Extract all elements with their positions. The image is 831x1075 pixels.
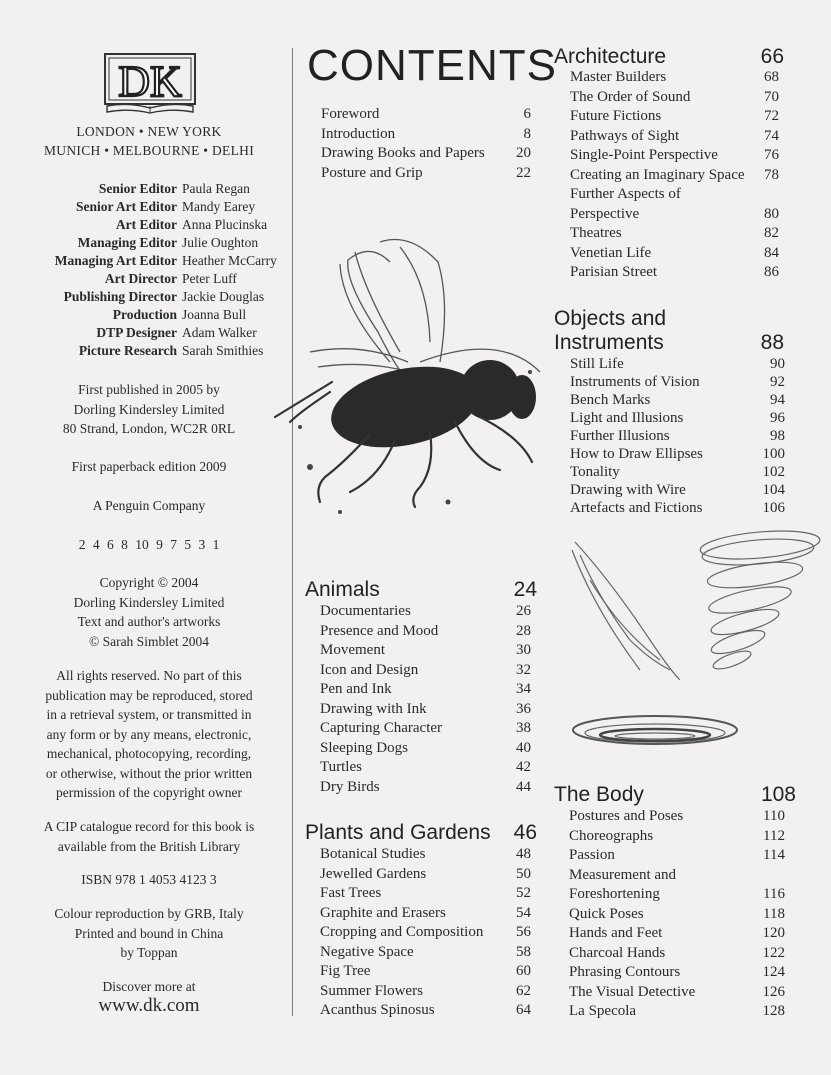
toc-entry-page: 98 xyxy=(770,428,785,444)
dk-logo xyxy=(103,52,197,114)
toc-entry-page: 106 xyxy=(762,500,785,516)
credit-role: Managing Art Editor xyxy=(54,253,177,268)
toc-entry[interactable] xyxy=(320,719,531,739)
toc-entry-label: Negative Space xyxy=(320,943,414,960)
toc-entry-label: Creating an Imaginary Space xyxy=(570,166,745,183)
toc-entry-label: The Order of Sound xyxy=(570,88,691,105)
intro-list xyxy=(321,105,531,183)
toc-entry[interactable] xyxy=(320,739,531,759)
toc-entry-label: Passion xyxy=(569,847,615,863)
credit-name: Mandy Earey xyxy=(182,199,256,214)
credit-name: Sarah Smithies xyxy=(182,343,264,358)
toc-entry-page: 80 xyxy=(764,205,779,222)
toc-entry[interactable] xyxy=(570,391,785,409)
toc-entry-label: Further Aspects of xyxy=(570,186,681,202)
toc-entry-label: Drawing with Ink xyxy=(320,700,427,717)
section-page: 66 xyxy=(760,45,784,68)
toc-entry[interactable] xyxy=(570,427,785,445)
toc-entry[interactable] xyxy=(320,865,531,885)
toc-entry[interactable] xyxy=(570,355,785,373)
toc-entry-page: 48 xyxy=(516,846,531,862)
toc-entry[interactable] xyxy=(320,923,531,943)
toc-entry[interactable] xyxy=(570,166,779,186)
toc-entry[interactable] xyxy=(320,641,531,661)
toc-entry-page: 44 xyxy=(516,778,531,795)
toc-entry-label: The Visual Detective xyxy=(569,983,696,1000)
toc-entry-page: 116 xyxy=(763,886,785,902)
toc-entry[interactable] xyxy=(320,884,531,904)
toc-entry-label: Bench Marks xyxy=(570,392,651,408)
credit-row xyxy=(20,252,278,270)
credit-row xyxy=(20,180,278,198)
credit-name: Jackie Douglas xyxy=(182,289,265,304)
toc-entry[interactable] xyxy=(569,846,785,866)
toc-entry-page: 72 xyxy=(764,108,779,124)
toc-entry-label: Measurement and xyxy=(569,866,677,883)
toc-entry-page: 120 xyxy=(762,925,785,941)
toc-entry-label: Quick Poses xyxy=(569,905,644,922)
cip-record: A CIP catalogue record for this book is available from the British Library xyxy=(43,819,255,854)
rights-notice: All rights reserved. No part of this publication may be reproduced, stored in a retrieval system, or transmitted in any form or by any means, electronic, mechanical, photocopying, recording, or otherwise, without the prior written permission of the copyright owner xyxy=(45,668,253,800)
toc-entry[interactable] xyxy=(320,982,531,1002)
credit-name: Heather McCarry xyxy=(182,253,277,268)
toc-entry-label: Perspective xyxy=(570,205,640,222)
section-page: 88 xyxy=(760,331,784,354)
section-page: 46 xyxy=(513,821,537,844)
section-animals xyxy=(305,578,537,602)
toc-entry-label: Introduction xyxy=(321,125,396,142)
toc-entry-label: Foreword xyxy=(321,106,380,122)
toc-entry-page: 84 xyxy=(764,244,779,261)
toc-entry[interactable] xyxy=(321,125,531,145)
credit-name: Anna Plucinska xyxy=(182,217,268,232)
toc-entry-label: Posture and Grip xyxy=(321,164,423,181)
toc-entry-label: Graphite and Erasers xyxy=(320,904,446,921)
toc-entry[interactable] xyxy=(320,758,531,778)
toc-entry[interactable] xyxy=(570,205,779,225)
toc-entry-label: Foreshortening xyxy=(569,886,660,902)
credit-name: Joanna Bull xyxy=(182,307,247,322)
dk-logo-text: DK xyxy=(118,57,182,106)
toc-entry-label: Pen and Ink xyxy=(320,681,392,697)
toc-entry[interactable] xyxy=(321,144,531,164)
architecture-list xyxy=(570,68,779,283)
paperback-edition: First paperback edition 2009 xyxy=(71,459,227,474)
toc-entry-label: How to Draw Ellipses xyxy=(570,446,703,462)
toc-entry[interactable] xyxy=(570,88,779,108)
objects-list xyxy=(570,355,785,517)
toc-entry-label: Artefacts and Fictions xyxy=(570,500,703,516)
credit-role: Senior Editor xyxy=(98,181,177,196)
toc-entry-label: Future Fictions xyxy=(570,108,662,124)
penguin-company: A Penguin Company xyxy=(92,498,206,513)
print-line: 2 4 6 8 10 9 7 5 3 1 xyxy=(78,537,220,552)
toc-entry[interactable] xyxy=(570,224,779,244)
printing-info: Colour reproduction by GRB, Italy Printed and bound in China by Toppan xyxy=(54,906,244,960)
credit-role: Art Editor xyxy=(115,217,177,232)
column-divider xyxy=(292,48,293,1016)
toc-entry-page: 94 xyxy=(770,392,785,408)
toc-entry-page: 50 xyxy=(516,865,531,882)
credit-role: DTP Designer xyxy=(96,325,177,340)
section-page: 108 xyxy=(760,783,796,806)
toc-entry[interactable] xyxy=(570,127,779,147)
toc-entry-label: Parisian Street xyxy=(570,264,658,280)
toc-entry-label: Tonality xyxy=(570,464,620,480)
toc-entry-label: Light and Illusions xyxy=(570,410,684,426)
toc-entry-page: 54 xyxy=(516,904,531,921)
section-title-line1: Objects and xyxy=(554,307,667,330)
toc-entry-label: Instruments of Vision xyxy=(570,374,700,390)
toc-entry[interactable] xyxy=(570,409,785,427)
toc-entry-page: 36 xyxy=(516,700,531,717)
toc-entry-label: Venetian Life xyxy=(570,244,652,261)
toc-entry[interactable] xyxy=(570,499,785,517)
toc-entry[interactable] xyxy=(320,602,531,622)
toc-entry-page: 64 xyxy=(516,1002,531,1018)
toc-entry-label: Charcoal Hands xyxy=(569,944,666,961)
toc-entry-label: Turtles xyxy=(320,759,362,775)
toc-entry-label: Hands and Feet xyxy=(569,925,663,941)
credit-name: Paula Regan xyxy=(182,181,250,196)
toc-entry[interactable] xyxy=(320,943,531,963)
toc-entry[interactable] xyxy=(570,146,779,166)
toc-entry-page: 58 xyxy=(516,943,531,960)
toc-entry[interactable] xyxy=(570,373,785,391)
toc-entry-page: 78 xyxy=(764,166,779,183)
toc-entry-page: 110 xyxy=(763,808,785,824)
toc-entry-label: Pathways of Sight xyxy=(570,127,680,144)
toc-entry-label: Master Builders xyxy=(570,69,667,85)
toc-entry[interactable] xyxy=(320,845,531,865)
website-link[interactable]: www.dk.com xyxy=(98,995,200,1016)
credit-row xyxy=(20,234,278,252)
toc-entry-label: Still Life xyxy=(570,356,624,372)
toc-entry[interactable] xyxy=(569,983,785,1003)
toc-entry-page: 114 xyxy=(763,847,785,863)
bee-illustration xyxy=(270,222,560,527)
credit-row xyxy=(20,270,278,288)
animals-list xyxy=(320,602,531,797)
toc-entry[interactable] xyxy=(569,1002,785,1022)
toc-entry[interactable] xyxy=(320,622,531,642)
credit-role: Production xyxy=(112,307,177,322)
toc-entry[interactable] xyxy=(320,1001,531,1021)
toc-entry-page: 100 xyxy=(762,446,785,462)
toc-entry[interactable] xyxy=(321,105,531,125)
toc-entry[interactable] xyxy=(570,244,779,264)
credit-name: Peter Luff xyxy=(182,271,237,286)
credit-name: Julie Oughton xyxy=(182,235,259,250)
toc-entry[interactable] xyxy=(320,680,531,700)
credit-row xyxy=(20,324,278,342)
toc-entry-label: Documentaries xyxy=(320,603,411,619)
toc-entry-label: Single-Point Perspective xyxy=(570,147,718,163)
toc-entry[interactable] xyxy=(320,962,531,982)
toc-entry-label: Fast Trees xyxy=(320,885,382,901)
plants-list xyxy=(320,845,531,1021)
credit-row xyxy=(20,288,278,306)
toc-entry[interactable] xyxy=(570,68,779,88)
toc-entry-page: 56 xyxy=(516,924,531,940)
credit-role: Art Director xyxy=(104,271,177,286)
toc-entry[interactable] xyxy=(569,944,785,964)
toc-entry-label: Capturing Character xyxy=(320,720,443,736)
toc-entry[interactable] xyxy=(570,445,785,463)
toc-entry-page: 118 xyxy=(763,905,785,922)
toc-entry-label: Postures and Poses xyxy=(569,808,684,824)
section-objects xyxy=(554,307,784,355)
toc-entry-label: Dry Birds xyxy=(320,778,380,795)
toc-entry-page: 22 xyxy=(516,164,531,181)
toc-entry-page: 90 xyxy=(770,356,785,372)
toc-entry[interactable] xyxy=(320,661,531,681)
toc-entry-label: Drawing Books and Papers xyxy=(321,145,485,161)
toc-entry-page: 92 xyxy=(770,374,785,390)
toc-entry-page: 34 xyxy=(516,681,531,697)
toc-entry[interactable] xyxy=(570,107,779,127)
toc-entry-page: 122 xyxy=(762,944,785,961)
credit-row xyxy=(20,342,278,360)
toc-entry-label: Cropping and Composition xyxy=(320,924,484,940)
toc-entry-label: Jewelled Gardens xyxy=(320,865,427,882)
toc-entry[interactable] xyxy=(321,164,531,184)
toc-entry-label: Fig Tree xyxy=(320,963,371,979)
toc-entry-page: 26 xyxy=(516,603,531,619)
toc-entry-page: 30 xyxy=(516,642,531,658)
toc-entry-page: 128 xyxy=(762,1003,785,1019)
toc-entry[interactable] xyxy=(320,778,531,798)
toc-entry-label: Phrasing Contours xyxy=(569,964,681,980)
toc-entry[interactable] xyxy=(570,263,779,283)
toc-entry-label: Sleeping Dogs xyxy=(320,739,408,756)
toc-entry-label: Icon and Design xyxy=(320,661,419,678)
toc-entry-page: 76 xyxy=(764,147,779,163)
toc-entry[interactable] xyxy=(569,905,785,925)
toc-entry-page: 68 xyxy=(764,69,779,85)
toc-entry[interactable] xyxy=(320,904,531,924)
toc-entry[interactable] xyxy=(569,924,785,944)
toc-entry-label: Botanical Studies xyxy=(320,846,426,862)
spiral-illustration xyxy=(560,520,830,780)
toc-entry-page: 38 xyxy=(516,720,531,736)
toc-entry[interactable] xyxy=(320,700,531,720)
toc-entry-label: Choreographs xyxy=(569,827,654,844)
contents-title: CONTENTS xyxy=(307,41,557,90)
credit-role: Managing Editor xyxy=(77,235,177,250)
toc-entry-page: 126 xyxy=(762,983,785,1000)
section-body xyxy=(554,783,796,807)
copyright-notice: Copyright © 2004 Dorling Kindersley Limited Text and author's artworks © Sarah Simblet 2004 xyxy=(73,575,225,649)
toc-entry-label: Summer Flowers xyxy=(320,982,423,999)
credit-name: Adam Walker xyxy=(182,325,257,340)
toc-entry-page: 124 xyxy=(762,964,785,980)
toc-entry[interactable] xyxy=(570,463,785,481)
toc-entry-page: 32 xyxy=(516,661,531,678)
toc-entry-label: Presence and Mood xyxy=(320,622,439,639)
toc-entry-page: 70 xyxy=(764,88,779,105)
toc-entry-page: 52 xyxy=(516,885,531,901)
toc-entry-label: Further Illusions xyxy=(570,428,670,444)
toc-entry[interactable] xyxy=(569,963,785,983)
toc-entry-page: 42 xyxy=(516,759,531,775)
credit-role: Picture Research xyxy=(78,343,177,358)
toc-entry-page: 86 xyxy=(764,264,779,280)
discover-more: Discover more at xyxy=(102,979,196,994)
toc-entry-page: 104 xyxy=(762,482,785,498)
credit-role: Publishing Director xyxy=(63,289,177,304)
section-title: The Body xyxy=(554,783,644,806)
section-title: Animals xyxy=(305,578,380,601)
toc-entry[interactable] xyxy=(569,866,785,886)
section-title: Plants and Gardens xyxy=(305,821,491,844)
toc-entry-page: 102 xyxy=(762,464,785,480)
credit-role: Senior Art Editor xyxy=(76,199,177,214)
toc-entry-label: La Specola xyxy=(569,1003,637,1019)
toc-entry-page: 60 xyxy=(516,963,531,979)
toc-entry-label: Drawing with Wire xyxy=(570,482,686,498)
toc-entry-label: Acanthus Spinosus xyxy=(320,1002,435,1018)
toc-entry-page: 82 xyxy=(764,225,779,241)
section-page: 24 xyxy=(513,578,537,601)
credit-row xyxy=(20,306,278,324)
credit-row xyxy=(20,216,278,234)
toc-entry-page: 62 xyxy=(516,982,531,999)
toc-entry-page: 28 xyxy=(516,622,531,639)
credit-row xyxy=(20,198,278,216)
toc-entry-page: 6 xyxy=(523,106,531,122)
toc-entry[interactable] xyxy=(569,827,785,847)
toc-entry-label: Theatres xyxy=(570,225,622,241)
section-title-line2: Instruments xyxy=(554,331,664,354)
toc-entry-page: 8 xyxy=(523,125,531,142)
first-published: First published in 2005 by Dorling Kindersley Limited 80 Strand, London, WC2R 0RL xyxy=(62,382,236,436)
toc-entry[interactable] xyxy=(569,807,785,827)
toc-entry[interactable] xyxy=(570,481,785,499)
body-list xyxy=(569,807,785,1022)
publisher-cities: LONDON • NEW YORK MUNICH • MELBOURNE • DELHI xyxy=(44,124,254,158)
toc-entry-page: 20 xyxy=(516,145,531,161)
section-plants xyxy=(305,821,537,845)
section-architecture xyxy=(554,45,784,69)
toc-entry-page: 40 xyxy=(516,739,531,756)
toc-entry[interactable] xyxy=(569,885,785,905)
toc-entry-page: 74 xyxy=(764,127,779,144)
toc-entry-page: 112 xyxy=(763,827,785,844)
toc-entry-page: 96 xyxy=(770,410,785,426)
credits-list xyxy=(20,180,278,360)
isbn: ISBN 978 1 4053 4123 3 xyxy=(81,872,217,887)
toc-entry[interactable] xyxy=(570,185,779,205)
toc-entry-label: Movement xyxy=(320,642,385,658)
section-title: Architecture xyxy=(554,45,667,68)
